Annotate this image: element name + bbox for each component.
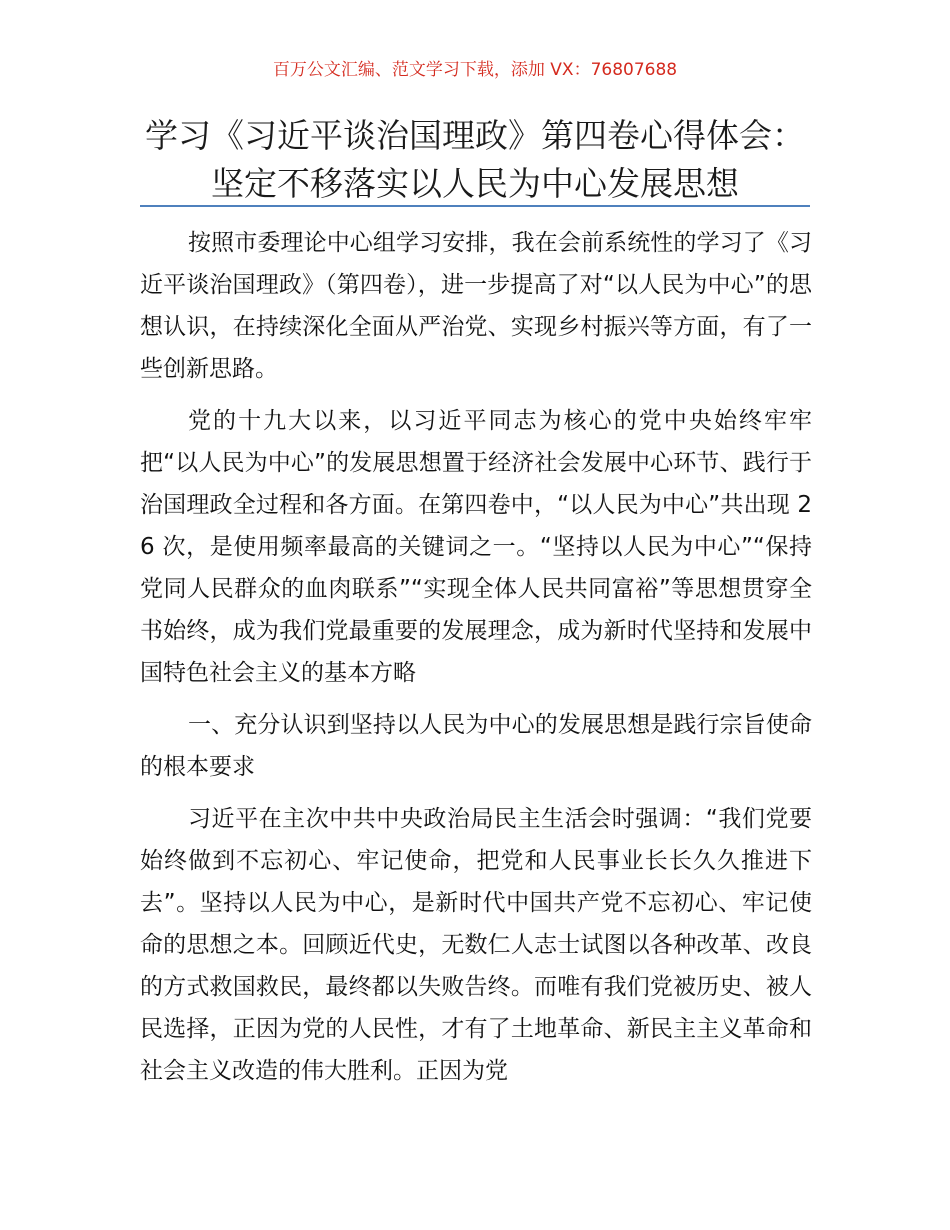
document-title [120, 112, 830, 208]
section-heading-1: 一、充分认识到坚持以人民为中心的发展思想是践行宗旨使命的根本要求 [140, 712, 812, 780]
title-line-2: 坚定不移落实以人民为中心发展思想 [211, 164, 739, 203]
body-paragraph-background: 党的十九大以来，以习近平同志为核心的党中央始终牢牢把“以人民为中心”的发展思想置于经济社会发展中心环节、践行于治国理政全过程和各方面。在第四卷中，“以人民为中心”共出现 26 次，是使用频率最高的关键词之一。“坚持以人民为中心”“保持党同人民群众的血肉联系”“实现全体人民共同富裕”等思想贯穿全书始终，成为我们党最重要的发展理念，成为新时代坚持和发展中国特色社会主义的基本方略 [140, 408, 812, 686]
body-paragraph-intro: 按照市委理论中心组学习安排，我在会前系统性的学习了《习近平谈治国理政》（第四卷），进一步提高了对“以人民为中心”的思想认识，在持续深化全面从严治党、实现乡村振兴等方面，有了一些创新思路。 [140, 230, 812, 382]
body-paragraph-section-1: 习近平在主次中共中央政治局民主生活会时强调：“我们党要始终做到不忘初心、牢记使命，把党和人民事业长长久久推进下去”。坚持以人民为中心，是新时代中国共产党不忘初心、牢记使命的思想之本。回顾近代史，无数仁人志士试图以各种改革、改良的方式救国救民，最终都以失败告终。而唯有我们党被历史、被人民选择，正因为党的人民性，才有了土地革命、新民主主义革命和社会主义改造的伟大胜利。正因为党 [140, 806, 812, 1084]
header-watermark-note: 百万公文汇编、范文学习下载，添加 VX：76807688 [272, 60, 678, 80]
document-body [140, 222, 812, 1102]
title-divider [140, 205, 810, 207]
title-line-1: 学习《习近平谈治国理政》第四卷心得体会： [145, 116, 805, 155]
